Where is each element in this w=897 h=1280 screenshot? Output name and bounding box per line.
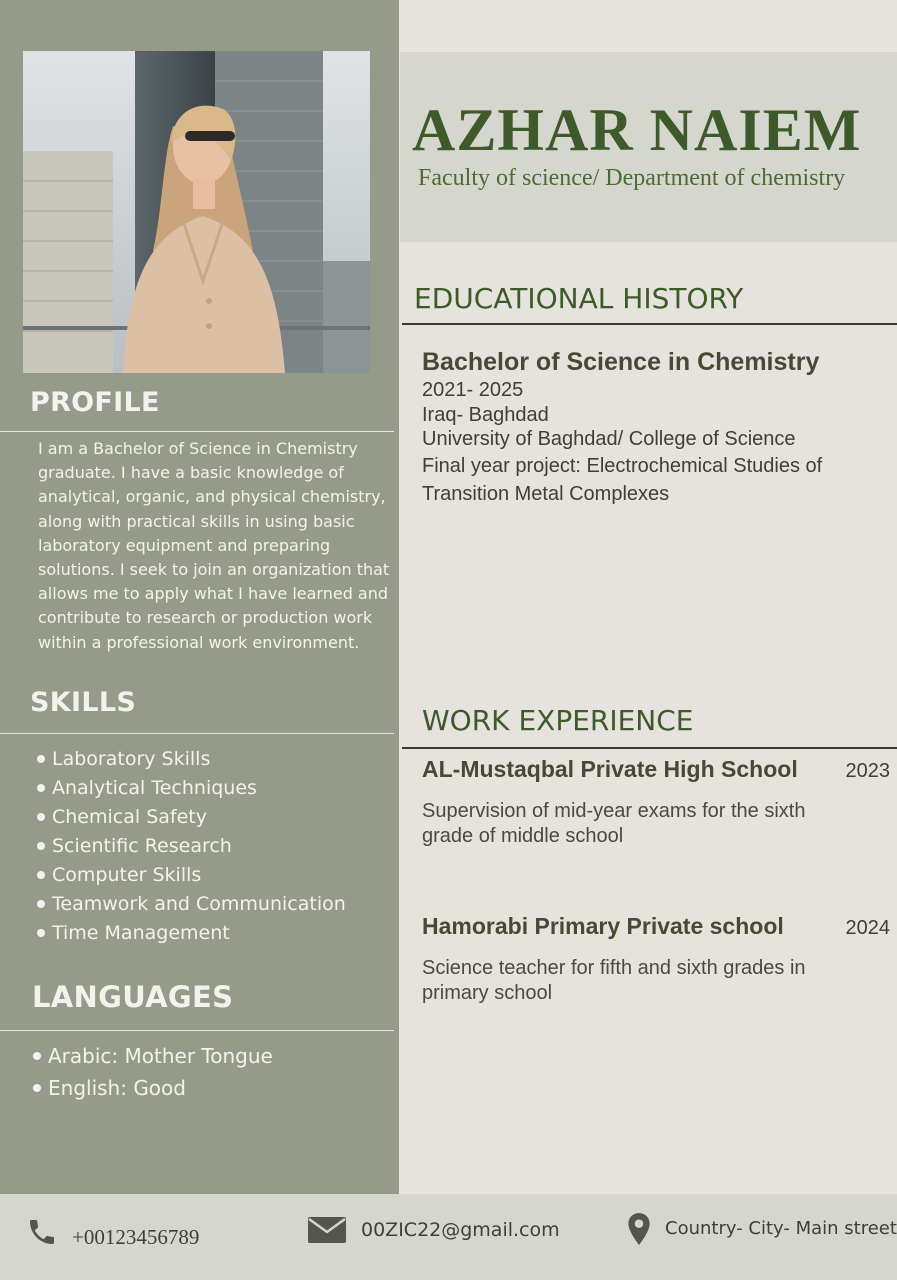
education-divider [402, 323, 897, 325]
skill-item: Time Management [37, 919, 346, 948]
languages-divider [0, 1030, 394, 1031]
phone-icon [26, 1216, 58, 1248]
education-years: 2021- 2025 [422, 379, 524, 401]
skills-list [37, 744, 346, 948]
phone-number: +00123456789 [72, 1225, 200, 1249]
bullet-icon [33, 1052, 41, 1060]
bullet-icon [37, 813, 45, 821]
bullet-icon [37, 784, 45, 792]
skill-item: Computer Skills [37, 860, 346, 889]
languages-heading: LANGUAGES [32, 980, 234, 1014]
bullet-icon [33, 1084, 41, 1092]
language-item: English: Good [33, 1072, 273, 1104]
education-heading: EDUCATIONAL HISTORY [414, 282, 744, 315]
job-entry [422, 913, 890, 1006]
work-heading: WORK EXPERIENCE [422, 704, 694, 737]
portrait-image [23, 51, 370, 373]
degree-title: Bachelor of Science in Chemistry [422, 348, 820, 376]
job-description: Science teacher for fifth and sixth grades in primary school [422, 957, 806, 1004]
skill-item: Scientific Research [37, 831, 346, 860]
job-employer: AL-Mustaqbal Private High School [422, 756, 798, 782]
person-subtitle: Faculty of science/ Department of chemistry [418, 165, 846, 191]
skill-item: Analytical Techniques [37, 773, 346, 802]
education-project: Final year project: Electrochemical Studies of Transition Metal Complexes [422, 454, 823, 505]
job-year: 2024 [845, 917, 890, 939]
language-item: Arabic: Mother Tongue [33, 1040, 273, 1072]
work-divider [402, 747, 897, 749]
skills-heading: SKILLS [30, 687, 137, 718]
location-pin-icon [626, 1212, 652, 1246]
street-address: Country- City- Main street [665, 1217, 897, 1239]
profile-summary: I am a Bachelor of Science in Chemistry graduate. I have a basic knowledge of analytical, organic, and physical chemistry, along with practical skills in using basic laboratory equipment and preparing solutions. I seek to join an organization that allows me to apply what I have learned and contribute to research or production work within a professional work environment. [38, 439, 390, 652]
skill-item: Laboratory Skills [37, 744, 346, 773]
job-employer: Hamorabi Primary Private school [422, 913, 784, 939]
skill-item: Chemical Safety [37, 802, 346, 831]
skill-item: Teamwork and Communication [37, 889, 346, 918]
bullet-icon [37, 755, 45, 763]
bullet-icon [37, 871, 45, 879]
education-location: Iraq- Baghdad [422, 403, 549, 426]
education-entry [422, 346, 892, 508]
skills-divider [0, 733, 394, 734]
mail-icon [307, 1215, 347, 1245]
profile-heading: PROFILE [30, 387, 160, 418]
person-name: AZHAR NAIEM [412, 97, 862, 163]
contact-email[interactable] [307, 1215, 560, 1245]
bullet-icon [37, 929, 45, 937]
bullet-icon [37, 900, 45, 908]
job-description: Supervision of mid-year exams for the sixth grade of middle school [422, 800, 806, 847]
languages-list [33, 1040, 273, 1104]
email-address: 00ZIC22@gmail.com [361, 1219, 560, 1241]
profile-photo [23, 51, 370, 373]
bullet-icon [37, 842, 45, 850]
job-year: 2023 [845, 760, 890, 782]
contact-address [626, 1212, 897, 1246]
education-institution: University of Baghdad/ College of Science [422, 428, 796, 450]
job-entry [422, 756, 890, 849]
contact-phone[interactable] [26, 1213, 199, 1250]
profile-divider [0, 431, 394, 432]
